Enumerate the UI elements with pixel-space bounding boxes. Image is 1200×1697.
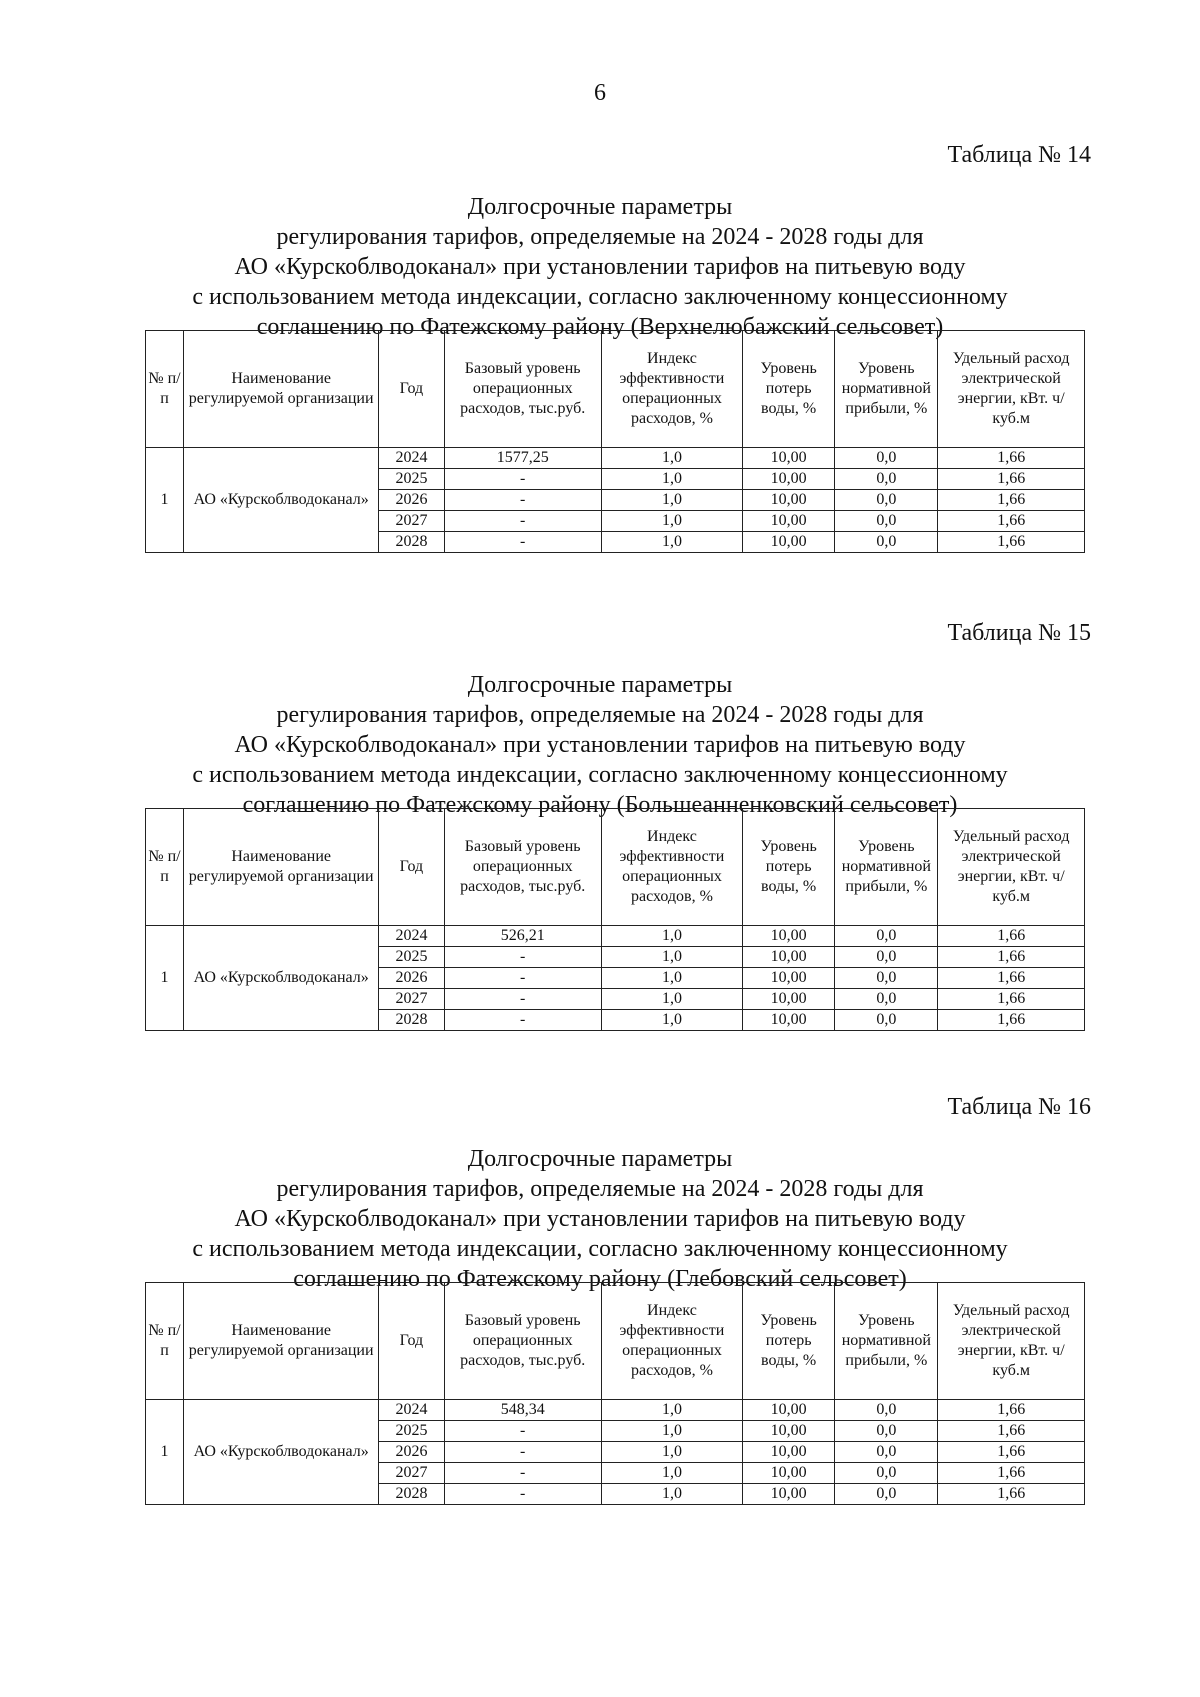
title-line: с использованием метода индексации, согласно заключенному концессионному [192, 1236, 1008, 1262]
col-header-profit-level: Уровень нормативной прибыли, % [835, 809, 938, 926]
col-header-number: № п/п [146, 331, 184, 448]
col-header-base-opex: Базовый уровень операционных расходов, тыс.руб. [444, 331, 601, 448]
water-losses-cell: 10,00 [743, 926, 835, 947]
col-header-profit-level: Уровень нормативной прибыли, % [835, 1283, 938, 1400]
title-line: регулирования тарифов, определяемые на 2024 - 2028 годы для [276, 1176, 924, 1202]
efficiency-index-cell: 1,0 [601, 968, 742, 989]
col-header-organization: Наименование регулируемой организации [183, 809, 378, 926]
energy-consumption-cell: 1,66 [938, 448, 1085, 469]
base-opex-cell: - [444, 532, 601, 553]
profit-level-cell: 0,0 [835, 1463, 938, 1484]
efficiency-index-cell: 1,0 [601, 947, 742, 968]
params-table [145, 1282, 1085, 1505]
organization-name: АО «Курскоблводоканал» [183, 926, 378, 1031]
header-row [146, 1283, 1085, 1400]
efficiency-index-cell: 1,0 [601, 490, 742, 511]
title-line: регулирования тарифов, определяемые на 2024 - 2028 годы для [276, 702, 924, 728]
header-row [146, 809, 1085, 926]
base-opex-cell: - [444, 989, 601, 1010]
profit-level-cell: 0,0 [835, 947, 938, 968]
base-opex-cell: - [444, 469, 601, 490]
energy-consumption-cell: 1,66 [938, 469, 1085, 490]
title-line: Долгосрочные параметры [467, 1146, 733, 1172]
efficiency-index-cell: 1,0 [601, 1400, 742, 1421]
energy-consumption-cell: 1,66 [938, 947, 1085, 968]
base-opex-cell: - [444, 1421, 601, 1442]
base-opex-cell: 526,21 [444, 926, 601, 947]
efficiency-index-cell: 1,0 [601, 1421, 742, 1442]
base-opex-cell: - [444, 1484, 601, 1505]
year-cell: 2024 [379, 448, 444, 469]
water-losses-cell: 10,00 [743, 1421, 835, 1442]
col-header-year: Год [379, 331, 444, 448]
col-header-water-losses: Уровень потерь воды, % [743, 809, 835, 926]
col-header-number: № п/п [146, 1283, 184, 1400]
title-line: соглашению по Фатежскому району (Глебовский сельсовет) [293, 1266, 907, 1292]
energy-consumption-cell: 1,66 [938, 1421, 1085, 1442]
col-header-year: Год [379, 1283, 444, 1400]
water-losses-cell: 10,00 [743, 1400, 835, 1421]
energy-consumption-cell: 1,66 [938, 1010, 1085, 1031]
table-label: Таблица № 16 [947, 1094, 1091, 1120]
efficiency-index-cell: 1,0 [601, 1010, 742, 1031]
energy-consumption-cell: 1,66 [938, 532, 1085, 553]
base-opex-cell: - [444, 1010, 601, 1031]
year-cell: 2026 [379, 968, 444, 989]
profit-level-cell: 0,0 [835, 1442, 938, 1463]
year-cell: 2026 [379, 490, 444, 511]
table-row [146, 926, 1085, 947]
profit-level-cell: 0,0 [835, 1421, 938, 1442]
col-header-efficiency-index: Индекс эффективности операционных расходов, % [601, 1283, 742, 1400]
title-line: АО «Курскоблводоканал» при установлении тарифов на питьевую воду [234, 1206, 966, 1232]
profit-level-cell: 0,0 [835, 469, 938, 490]
year-cell: 2025 [379, 947, 444, 968]
water-losses-cell: 10,00 [743, 448, 835, 469]
efficiency-index-cell: 1,0 [601, 532, 742, 553]
table-title [0, 670, 1200, 820]
base-opex-cell: - [444, 490, 601, 511]
title-line: соглашению по Фатежскому району (Верхнелюбажский сельсовет) [256, 314, 944, 340]
year-cell: 2024 [379, 1400, 444, 1421]
efficiency-index-cell: 1,0 [601, 511, 742, 532]
base-opex-cell: - [444, 511, 601, 532]
water-losses-cell: 10,00 [743, 968, 835, 989]
base-opex-cell: 548,34 [444, 1400, 601, 1421]
table-label: Таблица № 14 [947, 142, 1091, 168]
year-cell: 2025 [379, 469, 444, 490]
energy-consumption-cell: 1,66 [938, 968, 1085, 989]
base-opex-cell: - [444, 947, 601, 968]
col-header-energy-consumption: Удельный расход электрической энергии, кВт. ч/куб.м [938, 1283, 1085, 1400]
year-cell: 2026 [379, 1442, 444, 1463]
water-losses-cell: 10,00 [743, 490, 835, 511]
base-opex-cell: 1577,25 [444, 448, 601, 469]
year-cell: 2027 [379, 1463, 444, 1484]
params-table [145, 330, 1085, 553]
profit-level-cell: 0,0 [835, 926, 938, 947]
title-line: АО «Курскоблводоканал» при установлении тарифов на питьевую воду [234, 254, 966, 280]
profit-level-cell: 0,0 [835, 1400, 938, 1421]
energy-consumption-cell: 1,66 [938, 490, 1085, 511]
base-opex-cell: - [444, 1442, 601, 1463]
energy-consumption-cell: 1,66 [938, 1442, 1085, 1463]
energy-consumption-cell: 1,66 [938, 1484, 1085, 1505]
col-header-number: № п/п [146, 809, 184, 926]
water-losses-cell: 10,00 [743, 1463, 835, 1484]
col-header-efficiency-index: Индекс эффективности операционных расходов, % [601, 809, 742, 926]
col-header-efficiency-index: Индекс эффективности операционных расходов, % [601, 331, 742, 448]
col-header-profit-level: Уровень нормативной прибыли, % [835, 331, 938, 448]
year-cell: 2028 [379, 1010, 444, 1031]
water-losses-cell: 10,00 [743, 947, 835, 968]
header-row [146, 331, 1085, 448]
efficiency-index-cell: 1,0 [601, 989, 742, 1010]
organization-name: АО «Курскоблводоканал» [183, 448, 378, 553]
efficiency-index-cell: 1,0 [601, 1484, 742, 1505]
year-cell: 2024 [379, 926, 444, 947]
base-opex-cell: - [444, 1463, 601, 1484]
year-cell: 2027 [379, 511, 444, 532]
table-title [0, 192, 1200, 342]
efficiency-index-cell: 1,0 [601, 926, 742, 947]
title-line: с использованием метода индексации, согласно заключенному концессионному [192, 762, 1008, 788]
title-line: соглашению по Фатежскому району (Большеанненковский сельсовет) [242, 792, 958, 818]
profit-level-cell: 0,0 [835, 989, 938, 1010]
table-row [146, 448, 1085, 469]
efficiency-index-cell: 1,0 [601, 469, 742, 490]
profit-level-cell: 0,0 [835, 448, 938, 469]
col-header-organization: Наименование регулируемой организации [183, 331, 378, 448]
efficiency-index-cell: 1,0 [601, 1463, 742, 1484]
title-line: регулирования тарифов, определяемые на 2024 - 2028 годы для [276, 224, 924, 250]
col-header-organization: Наименование регулируемой организации [183, 1283, 378, 1400]
col-header-energy-consumption: Удельный расход электрической энергии, кВт. ч/куб.м [938, 331, 1085, 448]
title-line: с использованием метода индексации, согласно заключенному концессионному [192, 284, 1008, 310]
row-number: 1 [146, 1400, 184, 1505]
table-row [146, 1400, 1085, 1421]
col-header-energy-consumption: Удельный расход электрической энергии, кВт. ч/куб.м [938, 809, 1085, 926]
water-losses-cell: 10,00 [743, 989, 835, 1010]
profit-level-cell: 0,0 [835, 1484, 938, 1505]
params-table [145, 808, 1085, 1031]
col-header-water-losses: Уровень потерь воды, % [743, 1283, 835, 1400]
col-header-water-losses: Уровень потерь воды, % [743, 331, 835, 448]
year-cell: 2028 [379, 1484, 444, 1505]
col-header-base-opex: Базовый уровень операционных расходов, тыс.руб. [444, 1283, 601, 1400]
efficiency-index-cell: 1,0 [601, 448, 742, 469]
base-opex-cell: - [444, 968, 601, 989]
profit-level-cell: 0,0 [835, 1010, 938, 1031]
title-line: Долгосрочные параметры [467, 672, 733, 698]
title-line: АО «Курскоблводоканал» при установлении тарифов на питьевую воду [234, 732, 966, 758]
profit-level-cell: 0,0 [835, 532, 938, 553]
efficiency-index-cell: 1,0 [601, 1442, 742, 1463]
energy-consumption-cell: 1,66 [938, 511, 1085, 532]
water-losses-cell: 10,00 [743, 1442, 835, 1463]
year-cell: 2025 [379, 1421, 444, 1442]
year-cell: 2027 [379, 989, 444, 1010]
water-losses-cell: 10,00 [743, 532, 835, 553]
profit-level-cell: 0,0 [835, 511, 938, 532]
col-header-base-opex: Базовый уровень операционных расходов, тыс.руб. [444, 809, 601, 926]
table-title [0, 1144, 1200, 1294]
row-number: 1 [146, 448, 184, 553]
table-label: Таблица № 15 [947, 620, 1091, 646]
page-number: 6 [594, 80, 606, 106]
col-header-year: Год [379, 809, 444, 926]
profit-level-cell: 0,0 [835, 490, 938, 511]
title-line: Долгосрочные параметры [467, 194, 733, 220]
profit-level-cell: 0,0 [835, 968, 938, 989]
year-cell: 2028 [379, 532, 444, 553]
energy-consumption-cell: 1,66 [938, 1400, 1085, 1421]
water-losses-cell: 10,00 [743, 1484, 835, 1505]
organization-name: АО «Курскоблводоканал» [183, 1400, 378, 1505]
energy-consumption-cell: 1,66 [938, 1463, 1085, 1484]
energy-consumption-cell: 1,66 [938, 989, 1085, 1010]
water-losses-cell: 10,00 [743, 469, 835, 490]
water-losses-cell: 10,00 [743, 511, 835, 532]
row-number: 1 [146, 926, 184, 1031]
water-losses-cell: 10,00 [743, 1010, 835, 1031]
energy-consumption-cell: 1,66 [938, 926, 1085, 947]
